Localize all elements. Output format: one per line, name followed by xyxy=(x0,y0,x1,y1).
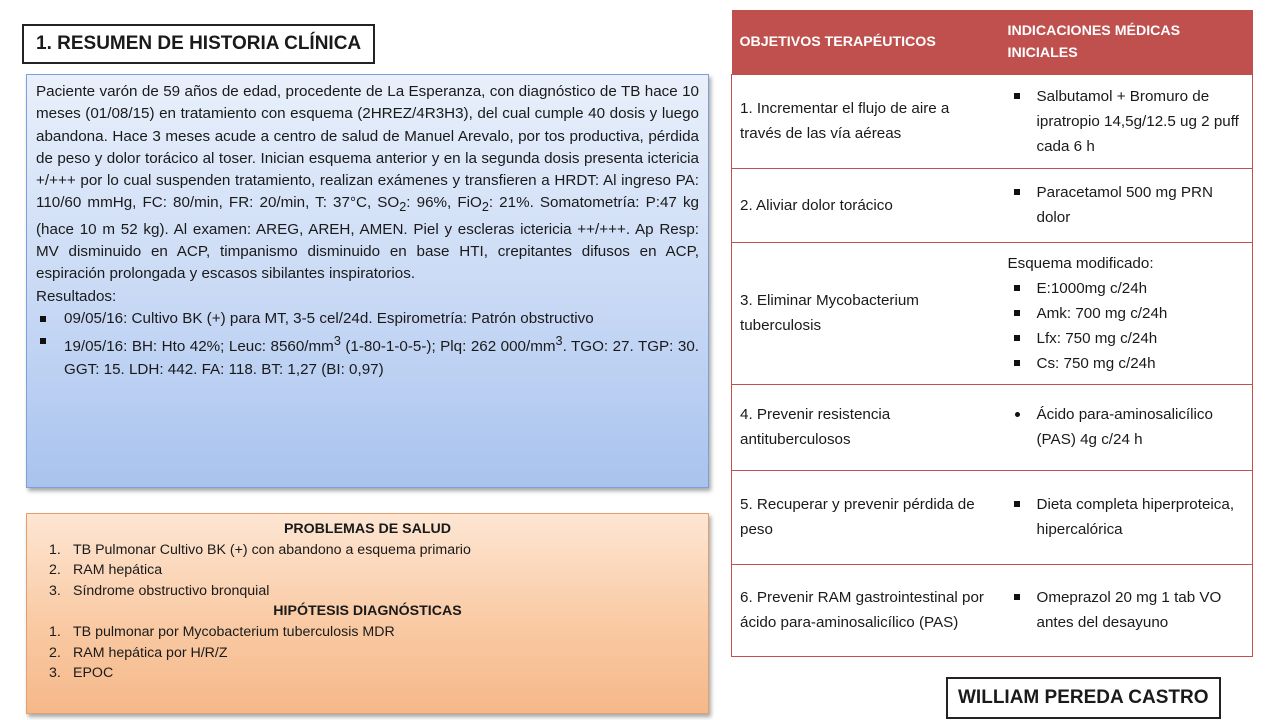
problems-heading: PROBLEMAS DE SALUD xyxy=(283,521,452,537)
list-item: Paracetamol 500 mg PRN dolor xyxy=(1008,180,1245,230)
table-header-row xyxy=(732,10,1253,74)
header-objectives: OBJETIVOS TERAPÉUTICOS xyxy=(732,10,1000,74)
square-bullet-icon xyxy=(1014,310,1020,316)
table-row xyxy=(732,384,1253,470)
list-item: 1. TB Pulmonar Cultivo BK (+) con abandono a esquema primario xyxy=(49,541,471,558)
table-row xyxy=(732,470,1253,564)
list-item: 2. RAM hepática por H/R/Z xyxy=(49,644,228,661)
list-item: 2. RAM hepática xyxy=(49,562,163,579)
table-row xyxy=(732,564,1253,656)
treatment-table-wrapper xyxy=(731,10,1253,657)
list-item: Dieta completa hiperproteica, hipercalórica xyxy=(1008,492,1245,542)
square-bullet-icon xyxy=(40,316,46,322)
result-item: 09/05/16: Cultivo BK (+) para MT, 3-5 cel/24d. Espirometría: Patrón obstructivo xyxy=(36,308,699,330)
table-row xyxy=(732,74,1253,168)
header-indications: INDICACIONES MÉDICAS INICIALES xyxy=(1000,10,1253,74)
square-bullet-icon xyxy=(1014,335,1020,341)
table-row xyxy=(732,242,1253,384)
author-name: WILLIAM PEREDA CASTRO xyxy=(946,677,1221,719)
treatment-table xyxy=(731,10,1253,657)
table-row xyxy=(732,168,1253,242)
objective-cell: 4. Prevenir resistencia antituberculosos xyxy=(732,384,1000,470)
objective-cell: 6. Prevenir RAM gastrointestinal por ácido para-aminosalicílico (PAS) xyxy=(732,564,1000,656)
hypotheses-heading: HIPÓTESIS DIAGNÓSTICAS xyxy=(273,603,462,620)
problems-list xyxy=(37,540,698,602)
list-item: Lfx: 750 mg c/24h xyxy=(1008,326,1245,351)
square-bullet-icon xyxy=(1014,93,1020,99)
indication-cell xyxy=(1000,384,1253,470)
objective-cell: 2. Aliviar dolor torácico xyxy=(732,168,1000,242)
indication-cell xyxy=(1000,74,1253,168)
list-item: Salbutamol + Bromuro de ipratropio 14,5g/12.5 ug 2 puff cada 6 h xyxy=(1008,84,1245,159)
history-paragraph: Paciente varón de 59 años de edad, procedente de La Esperanza, con diagnóstico de TB hace 10 meses (01/08/15) en tratamiento con esquema (2HREZ/4R3H3), del cual cumple 40 dosis y luego abandona. Hace 3 meses acude a centro de salud de Manuel Arevalo, por tos productiva, pérdida de peso y dolor torácico al toser. Inician esquema anterior y en la segunda dosis presenta ictericia +/+++ por lo cual suspenden tratamiento, realizan exámenes y transfieren a HRDT: Al ingreso PA: 110/60 mmHg, FC: 80/min, FR: 20/min, T: 37°C, $SO_2$: 96%, FiO$_2$: 21%. Somatometría: P:47 kg (hace 10 m 52 kg). Al examen: AREG, AREH, AMEN. Piel y escleras ictericia ++/+++. Ap Resp: MV disminuido en ACP, timpanismo disminuido en base HTI, crepitantes difusos en ACP, espiración prolongada y escasos sibilantes inspiratorios. xyxy=(36,83,699,283)
results-list xyxy=(36,308,699,381)
round-bullet-icon xyxy=(1015,412,1020,417)
problems-hypotheses-box xyxy=(26,513,709,714)
list-item: 3. Síndrome obstructivo bronquial xyxy=(49,582,270,599)
objective-cell: 3. Eliminar Mycobacterium tuberculosis xyxy=(732,242,1000,384)
list-item: 1. TB pulmonar por Mycobacterium tuberculosis MDR xyxy=(49,623,395,640)
list-item: Cs: 750 mg c/24h xyxy=(1008,351,1245,376)
objective-cell: 1. Incrementar el flujo de aire a través de las vía aéreas xyxy=(732,74,1000,168)
objective-cell: 5. Recuperar y prevenir pérdida de peso xyxy=(732,470,1000,564)
clinical-history-box xyxy=(26,74,709,488)
square-bullet-icon xyxy=(1014,594,1020,600)
list-item: E:1000mg c/24h xyxy=(1008,276,1245,301)
list-item: Ácido para-aminosalicílico (PAS) 4g c/24 h xyxy=(1008,402,1245,452)
indication-cell xyxy=(1000,564,1253,656)
scheme-intro: Esquema modificado: xyxy=(1007,254,1154,272)
list-item: Omeprazol 20 mg 1 tab VO antes del desayuno xyxy=(1008,585,1245,635)
square-bullet-icon xyxy=(1014,501,1020,507)
hypotheses-list xyxy=(37,622,698,684)
square-bullet-icon xyxy=(1014,285,1020,291)
results-label: Resultados: xyxy=(36,287,117,305)
list-item: Amk: 700 mg c/24h xyxy=(1008,301,1245,326)
square-bullet-icon xyxy=(1014,360,1020,366)
page-title: 1. RESUMEN DE HISTORIA CLÍNICA xyxy=(22,24,375,64)
indication-cell xyxy=(1000,242,1253,384)
list-item: 3. EPOC xyxy=(49,665,114,682)
square-bullet-icon xyxy=(40,338,46,344)
result-item: 19/05/16: BH: Hto 42%; Leuc: $8560/mm^3$ (1-80-1-0-5-); Plq: 262 $000/mm^3$. TGO: 27. TGP: 30. GGT: 15. LDH: 442. FA: 118. BT: 1,27 (BI: 0,97) xyxy=(36,330,699,381)
indication-cell xyxy=(1000,470,1253,564)
square-bullet-icon xyxy=(1014,189,1020,195)
indication-cell xyxy=(1000,168,1253,242)
